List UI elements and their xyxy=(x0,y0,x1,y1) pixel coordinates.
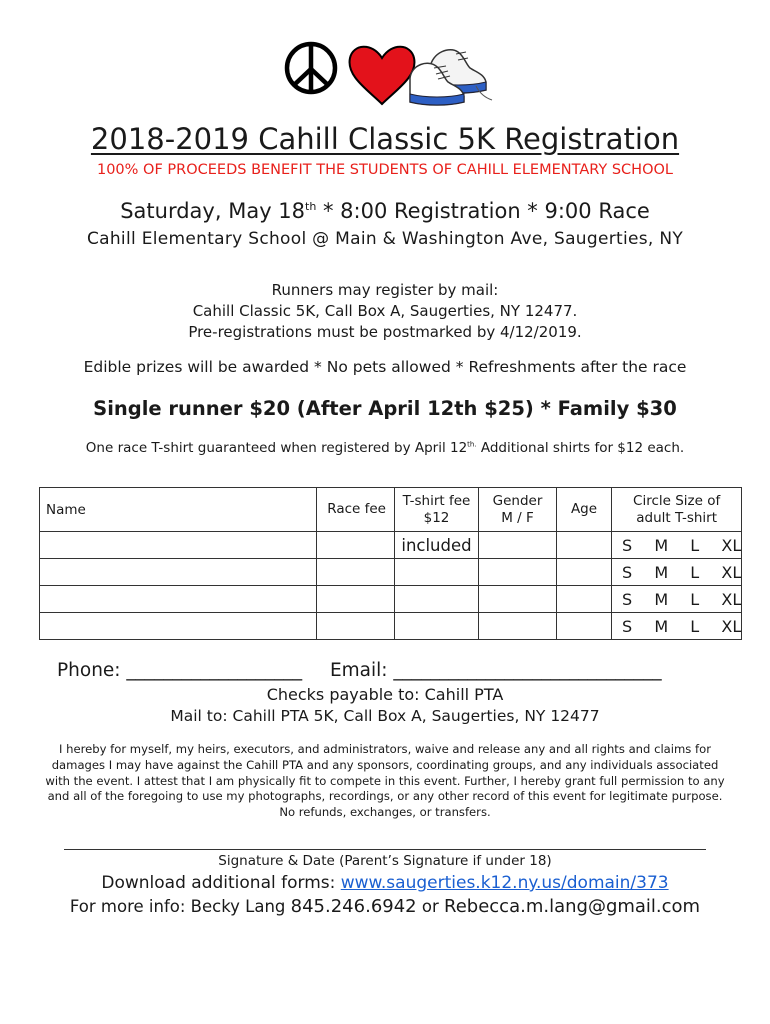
header-tshirt-line2: $12 xyxy=(423,509,450,526)
age-field[interactable] xyxy=(557,559,612,586)
tshirt-fee-field[interactable] xyxy=(395,586,479,613)
header-size-line1: Circle Size of xyxy=(633,492,721,509)
shirt-note-superscript: th. xyxy=(467,440,477,449)
header-tshirt-size xyxy=(612,488,742,532)
table-row xyxy=(40,613,742,640)
size-options[interactable]: S M L XL xyxy=(612,586,742,613)
signature-line[interactable] xyxy=(64,849,706,850)
event-date xyxy=(0,199,770,223)
header-gender xyxy=(479,488,557,532)
peace-sign-icon xyxy=(287,44,335,92)
download-forms xyxy=(0,873,770,893)
header-size-line2: adult T-shirt xyxy=(636,509,718,526)
mail-info-line: Runners may register by mail: xyxy=(271,281,499,299)
table-row xyxy=(40,559,742,586)
email-field[interactable]: Email: _____________________________ xyxy=(329,660,662,681)
shirt-note xyxy=(0,440,770,456)
gender-field[interactable] xyxy=(479,532,557,559)
header-gender-line1: Gender xyxy=(492,492,543,509)
tshirt-fee-field[interactable] xyxy=(395,559,479,586)
mail-registration-info xyxy=(0,280,770,343)
name-field[interactable] xyxy=(40,613,317,640)
header-tshirt-line1: T-shirt fee xyxy=(402,492,471,509)
contact-phone: 845.246.6942 xyxy=(290,896,417,917)
mail-info-line: Cahill Classic 5K, Call Box A, Saugerties, NY 12477. xyxy=(192,302,578,320)
event-notes: Edible prizes will be awarded * No pets allowed * Refreshments after the race xyxy=(83,358,687,376)
contact-fields xyxy=(57,660,662,681)
sneakers-icon xyxy=(410,50,492,105)
gender-field[interactable] xyxy=(479,559,557,586)
phone-field[interactable]: Phone: ___________________ xyxy=(57,660,303,681)
name-field[interactable] xyxy=(40,586,317,613)
name-field[interactable] xyxy=(40,559,317,586)
date-suffix: * 8:00 Registration * 9:00 Race xyxy=(316,199,650,223)
header-race-fee: Race fee xyxy=(317,488,395,532)
proceeds-subtitle: 100% OF PROCEEDS BENEFIT THE STUDENTS OF CAHILL ELEMENTARY SCHOOL xyxy=(96,162,673,178)
race-fee-field[interactable] xyxy=(317,613,395,640)
size-options[interactable]: S M L XL xyxy=(612,559,742,586)
more-info-label: For more info: Becky Lang xyxy=(69,897,291,916)
age-field[interactable] xyxy=(557,532,612,559)
or-text: or xyxy=(416,897,444,916)
download-label: Download additional forms: xyxy=(101,873,341,893)
size-options[interactable]: S M L XL xyxy=(612,532,742,559)
header-name: Name xyxy=(40,488,317,532)
signature-label: Signature & Date (Parent’s Signature if under 18) xyxy=(218,853,552,869)
header-tshirt-fee xyxy=(395,488,479,532)
tshirt-included: included xyxy=(395,532,479,559)
mail-to-address: Mail to: Cahill PTA 5K, Call Box A, Saugerties, NY 12477 xyxy=(170,707,600,725)
header-gender-line2: M / F xyxy=(501,509,534,526)
heart-icon xyxy=(350,47,415,104)
gender-field[interactable] xyxy=(479,586,557,613)
pricing: Single runner $20 (After April 12th $25) * Family $30 xyxy=(93,397,677,420)
header-age: Age xyxy=(557,488,612,532)
age-field[interactable] xyxy=(557,586,612,613)
age-field[interactable] xyxy=(557,613,612,640)
registration-table xyxy=(39,487,742,640)
checks-payable: Checks payable to: Cahill PTA xyxy=(266,685,504,704)
header-icons xyxy=(280,38,495,108)
more-info xyxy=(0,896,770,917)
shirt-note-text: One race T-shirt guaranteed when registered by April 12 xyxy=(85,440,468,456)
download-link[interactable]: www.saugerties.k12.ny.us/domain/373 xyxy=(340,873,669,893)
event-location: Cahill Elementary School @ Main & Washington Ave, Saugerties, NY xyxy=(86,229,684,249)
table-header-row xyxy=(40,488,742,532)
race-fee-field[interactable] xyxy=(317,586,395,613)
table-row xyxy=(40,532,742,559)
tshirt-fee-field[interactable] xyxy=(395,613,479,640)
mail-info-line: Pre-registrations must be postmarked by 4/12/2019. xyxy=(188,323,582,341)
page-title: 2018-2019 Cahill Classic 5K Registration xyxy=(90,122,680,156)
gender-field[interactable] xyxy=(479,613,557,640)
date-prefix: Saturday, May 18 xyxy=(120,199,306,223)
shirt-note-text-after: Additional shirts for $12 each. xyxy=(476,440,685,456)
contact-email[interactable]: Rebecca.m.lang@gmail.com xyxy=(444,896,701,917)
size-options[interactable]: S M L XL xyxy=(612,613,742,640)
race-fee-field[interactable] xyxy=(317,559,395,586)
name-field[interactable] xyxy=(40,532,317,559)
race-fee-field[interactable] xyxy=(317,532,395,559)
table-row xyxy=(40,586,742,613)
date-superscript: th xyxy=(305,200,317,213)
waiver-text: I hereby for myself, my heirs, executors, and administrators, waive and release any and all rights and claims for damages I may have against the Cahill PTA and any sponsors, coordinating groups, and any individuals associated with the event. I attest that I am physically fit to compete in this event. Further, I hereby grant full permission to any and all of the foregoing to use my photographs, recordings, or any other record of this event for legitimate purpose. No refunds, exchanges, or transfers. xyxy=(45,742,725,820)
